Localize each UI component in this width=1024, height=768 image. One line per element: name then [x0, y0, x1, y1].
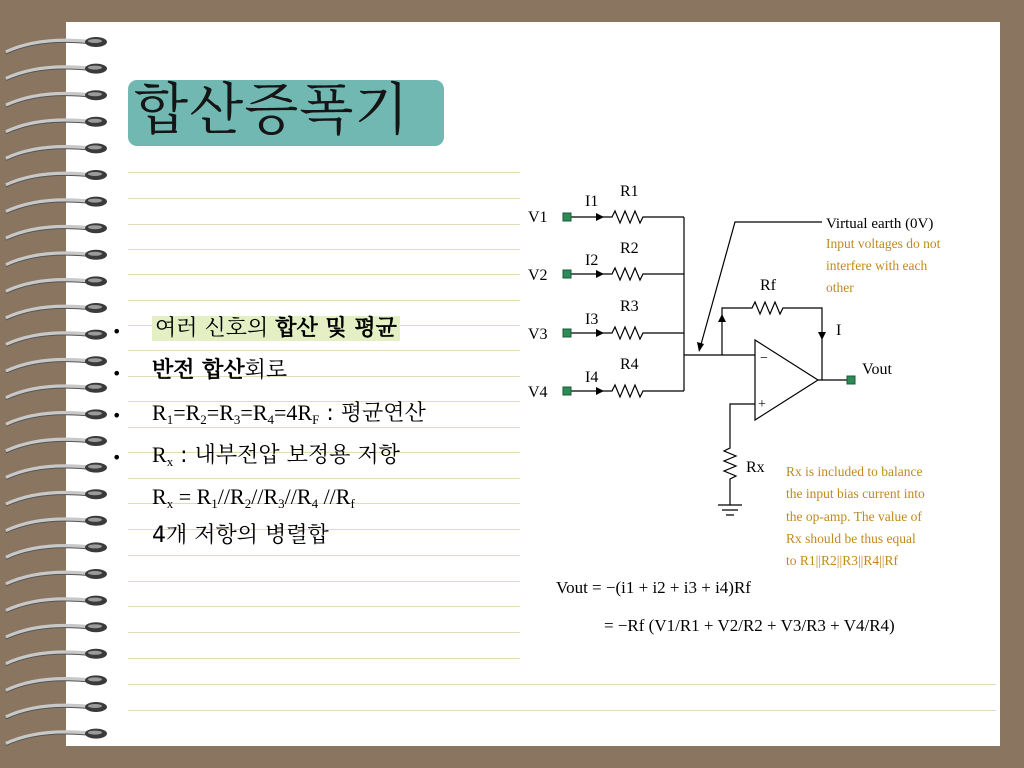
ruled-line [128, 478, 520, 479]
spiral-ring [6, 197, 107, 214]
spiral-ring [6, 409, 107, 426]
ruled-line [128, 606, 520, 607]
input-wire-3 [570, 327, 684, 339]
parallel-note: 4개 저항의 병렬합 [152, 523, 329, 548]
spiral-ring [6, 276, 107, 293]
virtual-earth-label: Virtual earth (0V) [826, 216, 934, 232]
feedback-resistor-label: Rf [760, 277, 776, 294]
output-label: Vout [862, 361, 892, 378]
spiral-ring [6, 702, 107, 719]
current-label: I1 [585, 193, 599, 210]
ruled-line [128, 658, 520, 659]
ruled-line [128, 555, 520, 556]
input-terminal [563, 270, 571, 278]
ruled-line [128, 632, 520, 633]
bullet-marker: • [112, 448, 122, 467]
ruled-line [128, 224, 520, 225]
output-current-label: I [836, 322, 842, 339]
output-terminal [847, 376, 855, 384]
ruled-line [128, 710, 996, 711]
spiral-ring [6, 649, 107, 666]
bias-resistor-label: Rx [746, 459, 765, 476]
ruled-line [128, 274, 520, 275]
ruled-line [128, 198, 520, 199]
spiral-ring [6, 356, 107, 373]
formula-line-1: Vout = −(i1 + i2 + i3 + i4)Rf [556, 578, 751, 597]
input-label: V4 [528, 384, 548, 401]
rx-wire [724, 404, 755, 505]
bullet-marker: • [112, 406, 122, 425]
resistor-label: R3 [620, 298, 639, 315]
spiral-ring [6, 37, 107, 54]
ruled-line [128, 581, 520, 582]
spiral-ring [6, 303, 107, 320]
formula-line-2: = −Rf (V1/R1 + V2/R2 + V3/R3 + V4/R4) [604, 616, 895, 635]
current-label: I3 [585, 311, 599, 328]
input-wire-2 [570, 268, 684, 280]
ruled-line [128, 350, 520, 351]
spiral-ring [6, 117, 107, 134]
spiral-ring [6, 383, 107, 400]
inverting-sign: − [760, 351, 768, 366]
spiral-ring [6, 64, 107, 81]
spiral-ring [6, 436, 107, 453]
input-wire-1 [570, 211, 684, 223]
input-wire-4 [570, 385, 684, 397]
spiral-binding [0, 0, 120, 768]
spiral-ring [6, 250, 107, 267]
spiral-ring [6, 596, 107, 613]
bullet-2: 반전 합산회로 [152, 358, 288, 383]
spiral-ring [6, 463, 107, 480]
bullet-1: 여러 신호의 합산 및 평균 [152, 315, 400, 343]
spiral-ring [6, 143, 107, 160]
resistor-label: R2 [620, 240, 639, 257]
rx-note: to R1||R2||R3||R4||Rf [786, 553, 899, 568]
spiral-ring [6, 569, 107, 586]
resistor-label: R1 [620, 183, 639, 200]
spiral-ring [6, 542, 107, 559]
spiral-ring [6, 489, 107, 506]
current-label: I2 [585, 252, 599, 269]
bullet-marker: • [112, 322, 122, 341]
spiral-ring [6, 622, 107, 639]
spiral-ring [6, 729, 107, 746]
bullet-3: $R_1=R_2=R_3=R_4=4R_F$ : 평균연산 [152, 400, 426, 427]
page-title: 합산증폭기 [134, 78, 410, 143]
rx-note: the op-amp. The value of [786, 509, 922, 524]
input-label: V1 [528, 209, 548, 226]
rx-note: Rx should be thus equal [786, 531, 916, 546]
virtual-earth-note: Input voltages do not [826, 236, 941, 251]
ruled-line [128, 684, 996, 685]
spiral-ring [6, 330, 107, 347]
noninverting-sign: + [758, 397, 766, 412]
input-terminal [563, 329, 571, 337]
resistor-equality: $R_1=R_2=R_3=R_4=4R_F$ [152, 400, 320, 427]
bullet-marker: • [112, 364, 122, 383]
resistor-label: R4 [620, 356, 639, 373]
spiral-ring [6, 170, 107, 187]
summing-amplifier-circuit [520, 176, 990, 576]
input-label: V2 [528, 267, 548, 284]
virtual-earth-note: interfere with each [826, 258, 928, 273]
current-label: I4 [585, 369, 599, 386]
rx-note: the input bias current into [786, 486, 925, 501]
parallel-equation: $R_x = R_1//R_2//R_3//R_4$ $//R_f$ [152, 484, 355, 511]
virtual-earth-note: other [826, 280, 854, 295]
spiral-ring [6, 90, 107, 107]
spiral-ring [6, 223, 107, 240]
spiral-ring [6, 675, 107, 692]
input-terminal [563, 213, 571, 221]
rx-note: Rx is included to balance [786, 464, 923, 479]
ruled-line [128, 300, 520, 301]
spiral-ring [6, 516, 107, 533]
bullet-4: $R_x$ : 내부전압 보정용 저항 [152, 442, 400, 469]
ruled-line [128, 249, 520, 250]
feedback-wire [722, 302, 822, 380]
output-formula [556, 578, 895, 636]
input-terminal [563, 387, 571, 395]
ground-symbol [718, 505, 742, 515]
input-label: V3 [528, 326, 548, 343]
ruled-line [128, 172, 520, 173]
rx-symbol: $R_x$ [152, 442, 174, 469]
